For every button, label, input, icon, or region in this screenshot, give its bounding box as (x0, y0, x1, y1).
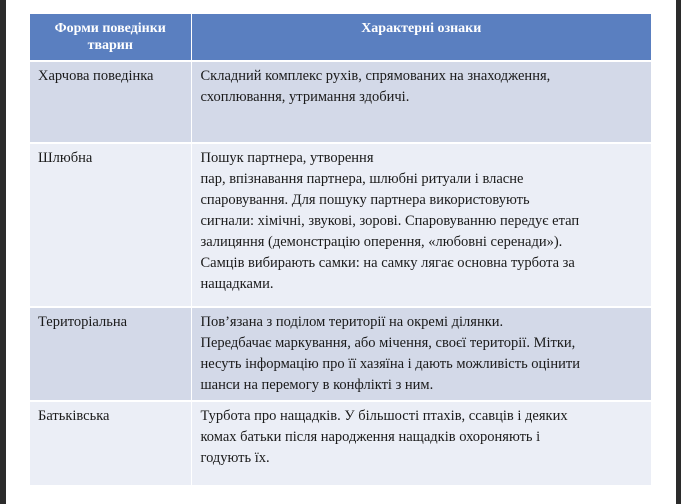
table-row (30, 143, 651, 307)
table-header-row (30, 14, 651, 61)
row-parental-description: Турбота про нащадків. У більшості птахів, ссавців і деяких комах батьки після народження нащадків охороняють і годують їх. (191, 401, 651, 485)
table-row (30, 61, 651, 143)
row-feeding-description: Складний комплекс рухів, спрямованих на знаходження, схоплювання, утримання здобичі. (191, 61, 651, 143)
header-behavior-forms: Форми поведінки тварин (30, 14, 191, 61)
row-territorial-name: Територіальна (30, 307, 191, 401)
row-feeding-name: Харчова поведінка (30, 61, 191, 143)
header-characteristic-features: Характерні ознаки (191, 14, 651, 61)
slide (6, 0, 676, 504)
behavior-forms-table (30, 14, 651, 485)
table-row (30, 307, 651, 401)
table-row (30, 401, 651, 485)
row-mating-description: Пошук партнера, утворення пар, впізнавання партнера, шлюбні ритуали і власне спаровування. Для пошуку партнера використовують сигнали: хімічні, звукові, зорові. Спаровуванню передує етап залицяння (демонстрацію оперення, «любовні серенади»). Самців вибирають самки: на самку лягає основна турбота за нащадками. (191, 143, 651, 307)
row-mating-name: Шлюбна (30, 143, 191, 307)
row-parental-name: Батьківська (30, 401, 191, 485)
row-territorial-description: Пов’язана з поділом території на окремі ділянки. Передбачає маркування, або мічення, своєї території. Мітки, несуть інформацію про її хазяїна і дають можливість оцінити шанси на перемогу в конфлікті з ним. (191, 307, 651, 401)
